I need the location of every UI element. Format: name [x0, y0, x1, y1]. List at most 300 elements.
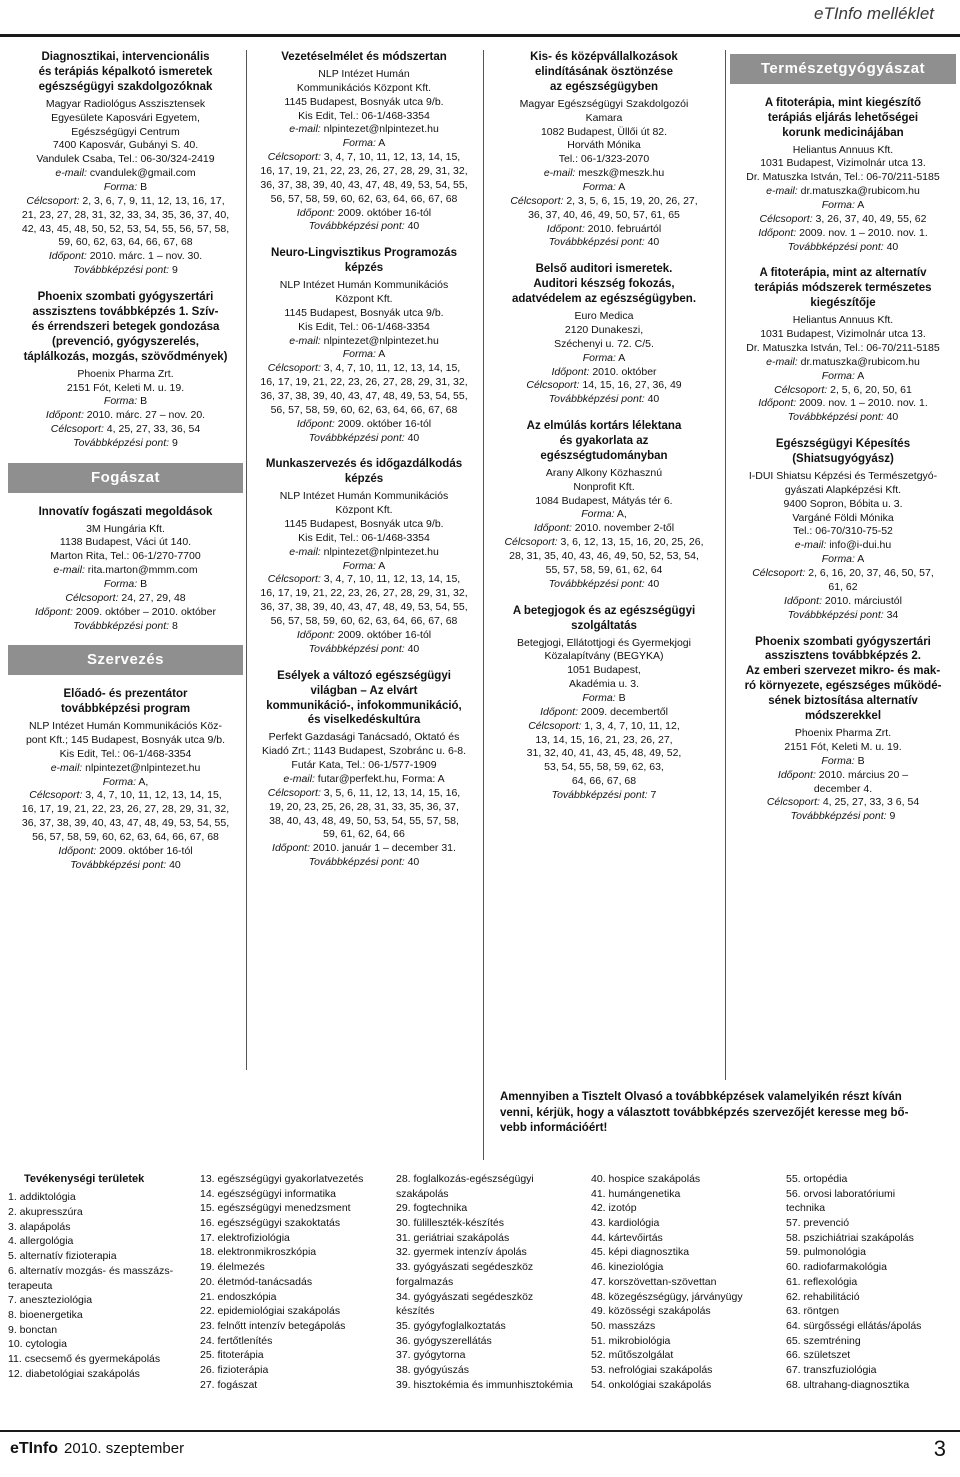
course-detail-line: Időpont: 2010. október [551, 365, 657, 378]
category-item: 10. cytologia [8, 1338, 67, 1351]
course-title-line: Előadó- és prezentátor [63, 688, 188, 701]
category-item: 23. felnőtt intenzív betegápolás [200, 1319, 346, 1332]
categories-column [200, 1172, 392, 1392]
course-title-line: és érrendszeri betegek gondozása [31, 320, 220, 333]
course-detail-line: Kis Edit, Tel.: 06-1/468-3354 [59, 747, 192, 760]
category-item: 24. fertőtlenítés [200, 1334, 273, 1347]
course-title-line: kiegészítője [810, 297, 876, 310]
course-detail-line: 59, 60, 62, 63, 64, 66, 67, 68 [58, 236, 193, 249]
course-detail-line: Forma: A [342, 348, 386, 361]
course-detail-line: 2151 Fót, Keleti M. u. 19. [784, 740, 902, 753]
course-title [250, 457, 478, 487]
course-detail-line: Forma: A [342, 559, 386, 572]
page-number: 3 [933, 1436, 946, 1461]
course-entry [8, 50, 243, 278]
course-detail-line: Időpont: 2009. nov. 1 – 2010. nov. 1. [758, 397, 928, 410]
course-title-line: A fitoterápia, mint az alternatív [759, 267, 927, 280]
course-detail-line: Továbbképzési pont: 34 [787, 608, 899, 621]
course-detail-line: 1145 Budapest, Bosnyák utca 9/b. [284, 95, 444, 108]
course-title [488, 262, 720, 307]
category-item: 64. sürgősségi ellátás/ápolás [786, 1319, 922, 1332]
course-detail-line: Heliantus Annuus Kft. [792, 314, 894, 327]
course-detail-line: 16, 17, 19, 21, 22, 23, 26, 27, 28, 29, 31, 32, [260, 587, 468, 600]
category-item: készítés [396, 1305, 435, 1318]
category-item: 45. képi diagnosztika [591, 1246, 690, 1259]
category-item: 50. masszázs [591, 1319, 656, 1332]
course-title [488, 50, 720, 95]
course-detail-line: 2120 Dunakeszi, [564, 323, 644, 336]
category-item: 21. endoszkópia [200, 1290, 277, 1303]
course-detail-line: Nonprofit Kft. [573, 480, 635, 493]
category-item: 53. nefrológiai szakápolás [591, 1363, 713, 1376]
course-detail-line: Magyar Egészségügyi Szakdolgozói [519, 97, 689, 110]
column-4 [730, 50, 956, 836]
course-title-line: A betegjogok és az egészségügyi [512, 604, 696, 617]
course-title [730, 266, 956, 311]
course-title-line: Esélyek a változó egészségügyi [277, 669, 451, 682]
course-detail-line: 59, 61, 62, 64, 66 [323, 828, 405, 841]
category-item: 31. geriátriai szakápolás [396, 1231, 510, 1244]
course-detail-line: e-mail: cvandulek@gmail.com [55, 167, 196, 180]
course-title-line: képzés [344, 262, 384, 275]
course-entry [250, 457, 478, 656]
course-title-line: és terápiás képalkotó ismeretek [38, 65, 213, 78]
category-item: 63. röntgen [786, 1305, 840, 1318]
course-title [488, 604, 720, 634]
category-item: 11. csecsemő és gyermekápolás [8, 1352, 161, 1365]
course-detail-line: 19, 20, 23, 25, 26, 28, 31, 33, 35, 36, 37, [269, 800, 459, 813]
course-title-line: Innovatív fogászati megoldások [38, 505, 213, 518]
course-detail-line: 42, 43, 45, 48, 50, 52, 53, 54, 55, 56, 57, 58, [21, 222, 230, 235]
course-detail-line: Célcsoport: 3, 6, 12, 13, 15, 16, 20, 25, 26, [504, 536, 704, 549]
course-detail-line: Időpont: 2009. decembertől [540, 705, 668, 718]
course-title-line: Belső auditori ismeretek. [535, 263, 673, 276]
course-detail-line: Phoenix Pharma Zrt. [794, 727, 892, 740]
course-entry [488, 50, 720, 250]
course-detail-line: Időpont: 2010. márciustól [784, 594, 902, 607]
course-detail-line: 31, 32, 40, 41, 43, 45, 48, 49, 52, [526, 747, 682, 760]
course-detail-line: 55, 57, 58, 59, 61, 62, 64 [545, 563, 663, 576]
course-detail-line: e-mail: rita.marton@mmm.com [53, 564, 198, 577]
category-item: 66. születszet [786, 1349, 851, 1362]
course-title [8, 290, 243, 365]
course-detail-line: 36, 37, 38, 39, 40, 43, 47, 48, 49, 53, 54, 55, [260, 390, 468, 402]
course-detail-line: NLP Intézet Humán [318, 67, 410, 80]
course-title-line: világban – Az elvárt [310, 684, 418, 697]
course-detail-line: Vargáné Földi Mónika [792, 511, 894, 524]
category-item: 15. egészségügyi menedzsment [200, 1202, 351, 1215]
course-detail-line: 1145 Budapest, Bosnyák utca 9/b. [284, 306, 444, 319]
category-item: 54. onkológiai szakápolás [591, 1378, 712, 1391]
category-item: 40. hospice szakápolás [591, 1173, 701, 1185]
course-detail-line: Euro Medica [574, 310, 634, 323]
course-detail-line: 1082 Budapest, Üllői út 82. [540, 125, 668, 138]
header-rule [0, 34, 960, 37]
category-item: 2. akupresszúra [8, 1206, 83, 1219]
category-item: 48. közegészségügy, járványügy [591, 1290, 743, 1303]
course-title [730, 96, 956, 141]
course-title-line: egészségügyi szakdolgozóknak [38, 80, 213, 93]
course-detail-line: 56, 57, 58, 59, 60, 62, 63, 64, 66, 67, 68 [270, 192, 458, 205]
course-detail-line: NLP Intézet Humán Kommunikációs [279, 490, 449, 503]
course-title-line: továbbképzési program [60, 703, 191, 716]
course-detail-line: Forma: A, [102, 775, 149, 788]
course-detail-line: Továbbképzési pont: 40 [548, 577, 660, 590]
category-item: 8. bioenergetika [8, 1308, 83, 1321]
course-detail-line: e-mail: dr.matuszka@rubicom.hu [766, 355, 920, 368]
course-title-line: Diagnosztikai, intervencionális [41, 51, 210, 63]
category-item: 58. pszichiátriai szakápolás [786, 1231, 914, 1244]
course-detail-line: NLP Intézet Humán Kommunikációs Köz- [29, 720, 222, 733]
category-item: 6. alternatív mozgás- és masszázs- [8, 1264, 174, 1277]
footer-logo-text: eTInfo [10, 1440, 58, 1457]
course-title-line: Kis- és középvállalkozások [530, 51, 678, 63]
course-detail-line: Marton Rita, Tel.: 06-1/270-7700 [50, 550, 201, 563]
course-detail-line: Továbbképzési pont: 40 [548, 393, 660, 406]
course-detail-line: Célcsoport: 4, 25, 27, 33, 3 6, 54 [766, 796, 920, 809]
category-item: 17. elektrofiziológia [200, 1231, 290, 1244]
course-detail-line: Továbbképzési pont: 40 [308, 642, 420, 655]
course-title-line: (Shiatsugyógyász) [792, 453, 894, 466]
category-item: 46. kineziológia [591, 1261, 664, 1274]
course-detail-line: 1084 Budapest, Mátyás tér 6. [535, 494, 673, 507]
course-detail-line: Továbbképzési pont: 40 [70, 858, 181, 871]
course-title-line: kommunikáció-, infokommunikáció, [266, 699, 462, 712]
category-item: 51. mikrobiológia [591, 1334, 671, 1347]
category-item: 14. egészségügyi informatika [200, 1187, 336, 1200]
course-title-line: Auditori készség fokozás, [533, 278, 675, 291]
category-item: 18. elektronmikroszkópia [200, 1246, 317, 1259]
note-line: vebb információért! [500, 1122, 608, 1135]
category-item: 43. kardiológia [591, 1217, 660, 1230]
category-item: 44. kártevőirtás [591, 1231, 663, 1244]
course-entry [250, 50, 478, 234]
course-detail-line: 9400 Sopron, Bóbita u. 3. [783, 497, 903, 510]
course-detail-line: 61, 62 [828, 580, 858, 593]
course-detail-line: Időpont: 2009. nov. 1 – 2010. nov. 1. [758, 226, 928, 239]
category-item: 16. egészségügyi szakoktatás [200, 1217, 341, 1230]
course-title-line: ró környezete, egészséges működé- [744, 680, 942, 693]
course-detail-line: Továbbképzési pont: 40 [548, 236, 660, 249]
course-detail-line: 53, 54, 55, 58, 59, 62, 63, [544, 761, 664, 774]
category-item: 60. radiofarmakológia [786, 1261, 887, 1274]
course-title [8, 687, 243, 717]
course-detail-line: 13, 14, 15, 16, 21, 23, 26, 27, [535, 733, 673, 746]
categories-section [8, 1172, 953, 1432]
column-3 [488, 50, 720, 815]
note-line: Amennyiben a Tisztelt Olvasó a továbbképzések valamelyikén részt kíván [500, 1091, 902, 1103]
category-item: forgalmazás [396, 1275, 454, 1288]
footer-rule [0, 1430, 960, 1432]
course-detail-line: Kommunikációs Központ Kft. [296, 81, 432, 94]
course-detail-line: Továbbképzési pont: 40 [308, 431, 420, 444]
course-detail-line: Forma: B [103, 180, 148, 193]
category-item: 67. transzfuziológia [786, 1363, 877, 1376]
course-detail-line: Célcsoport: 2, 5, 6, 20, 50, 61 [774, 383, 912, 396]
course-detail-line: Tel.: 06-70/310-75-52 [793, 525, 893, 538]
course-detail-line: Kiadó Zrt.; 1143 Budapest, Szobránc u. 6-8. [261, 745, 467, 758]
course-detail-line: 7400 Kaposvár, Gubányi S. 40. [52, 139, 199, 152]
info-note [500, 1090, 956, 1137]
course-detail-line: 56, 57, 58, 59, 60, 62, 63, 64, 66, 67, 68 [270, 403, 458, 416]
course-detail-line: 56, 57, 58, 59, 60, 62, 63, 64, 66, 67, 68 [270, 615, 458, 628]
category-item: 68. ultrahang-diagnosztika [786, 1378, 910, 1391]
note-line: venni, kérjük, hogy a választott továbbképzés szervezőjét keresse meg bő- [500, 1106, 909, 1119]
category-item: terapeuta [8, 1279, 53, 1292]
course-detail-line: Időpont: 2010. márc. 1 – nov. 30. [48, 250, 203, 263]
categories-column [591, 1172, 786, 1392]
course-detail-line: Időpont: 2010. februártól [546, 222, 662, 235]
course-detail-line: Forma: B [103, 395, 148, 408]
course-entry [730, 96, 956, 255]
category-item: 26. fizioterápia [200, 1363, 269, 1376]
course-title-line: terápiás eljárás lehetőségei [767, 111, 919, 124]
course-detail-line: Továbbképzési pont: 9 [790, 810, 896, 823]
course-title-line: Az elmúlás kortárs lélektana [526, 420, 682, 433]
course-detail-line: 16, 17, 19, 21, 22, 23, 26, 27, 28, 29, 31, 32, [21, 803, 230, 816]
course-title [250, 246, 478, 276]
category-item: 42. izotóp [591, 1202, 637, 1215]
course-detail-line: Célcsoport: 14, 15, 16, 27, 36, 49 [526, 379, 682, 392]
category-item: 5. alternatív fizioterapia [8, 1250, 117, 1263]
category-item: 65. szemtréning [786, 1334, 861, 1347]
course-title-line: az egészségügyben [549, 80, 658, 93]
course-title-line: Egészségügyi Képesítés [775, 438, 911, 451]
course-detail-line: Célcsoport: 24, 27, 29, 48 [65, 591, 186, 604]
course-detail-line: Forma: A [342, 137, 386, 150]
course-detail-line: Továbbképzési pont: 9 [73, 264, 178, 277]
course-detail-line: Időpont: 2010. január 1 – december 31. [272, 842, 456, 855]
course-detail-line: Forma: B [103, 578, 148, 590]
course-detail-line: Célcsoport: 3, 4, 7, 10, 11, 12, 13, 14, 15, [267, 362, 461, 375]
section-bar: Természetgyógyászat [730, 54, 956, 84]
course-title-line: korunk medicinájában [782, 126, 904, 139]
category-item: 13. egészségügyi gyakorlatvezetés [200, 1173, 364, 1185]
course-detail-line: Időpont: 2009. október – 2010. október [35, 605, 216, 618]
course-detail-line: Továbbképzési pont: 40 [308, 856, 420, 869]
course-entry [250, 669, 478, 870]
course-detail-line: I-DUI Shiatsu Képzési és Természetgyó- [748, 470, 938, 483]
course-title-line: Phoenix szombati gyógyszertári [37, 290, 214, 303]
categories-title: Tevékenységi területek [24, 1173, 145, 1185]
category-item: 29. fogtechnika [396, 1202, 468, 1215]
course-detail-line: Időpont: 2010. márc. 27 – nov. 20. [45, 409, 206, 422]
course-detail-line: e-mail: dr.matuszka@rubicom.hu [766, 185, 920, 198]
column-1 [8, 50, 243, 885]
course-detail-line: Dr. Matuszka István, Tel.: 06-70/211-5185 [746, 342, 940, 355]
course-detail-line: 1031 Budapest, Vizimolnár utca 13. [760, 157, 926, 170]
category-item: 38. gyógyúszás [396, 1363, 469, 1376]
category-item: 33. gyógyászati segédeszköz [396, 1261, 534, 1274]
course-detail-line: Célcsoport: 1, 3, 4, 7, 10, 11, 12, [528, 719, 680, 732]
course-detail-line: Időpont: 2010. március 20 – [777, 768, 909, 781]
course-title-line: adatvédelem az egészségügyben. [511, 293, 697, 306]
course-detail-line: Kis Edit, Tel.: 06-1/468-3354 [298, 320, 430, 333]
course-detail-line: Akadémia u. 3. [568, 678, 640, 691]
course-title-line: asszisztens továbbképzés 1. Szív- [32, 305, 219, 318]
course-detail-line: Forma: A, [581, 508, 627, 521]
category-item: 1. addiktológia [8, 1191, 76, 1204]
course-detail-line: 36, 37, 38, 39, 40, 43, 47, 48, 49, 53, 54, 55, [260, 601, 468, 614]
course-entry [8, 687, 243, 872]
course-detail-line: Célcsoport: 2, 3, 6, 7, 9, 11, 12, 13, 16, 17, [26, 194, 225, 207]
course-detail-line: Széchenyi u. 72. C/5. [554, 337, 654, 350]
course-detail-line: Vandulek Csaba, Tel.: 06-30/324-2419 [36, 153, 215, 166]
course-title-line: táplálkozás, mozgás, szövődmények) [23, 350, 228, 363]
course-title-line: (prevenció, gyógyszerelés, [51, 335, 199, 348]
course-detail-line: Továbbképzési pont: 7 [551, 788, 657, 801]
course-title [488, 419, 720, 464]
category-item: 28. foglalkozás-egészségügyi [396, 1173, 534, 1185]
column-separator [483, 50, 484, 1160]
course-detail-line: 2151 Fót, Keleti M. u. 19. [66, 381, 185, 394]
course-title-line: Phoenix szombati gyógyszertári [755, 635, 931, 648]
category-item: 61. reflexológia [786, 1275, 858, 1288]
course-entry [488, 262, 720, 407]
category-item: technika [786, 1202, 826, 1215]
course-detail-line: e-mail: meszk@meszk.hu [543, 167, 665, 180]
course-detail-line: pont Kft.; 145 Budapest, Bosnyák utca 9/b. [25, 733, 226, 746]
course-detail-line: Időpont: 2009. október 16-tól [296, 417, 432, 430]
course-detail-line: 28, 31, 35, 40, 43, 46, 49, 50, 52, 53, 54, [509, 550, 699, 563]
course-detail-line: 64, 66, 67, 68 [571, 775, 637, 788]
course-detail-line: december 4. [813, 782, 873, 795]
category-item: 35. gyógyfoglalkoztatás [396, 1319, 506, 1332]
category-item: 52. műtőszolgálat [591, 1349, 674, 1362]
course-title-line: Vezetéselmélet és módszertan [281, 51, 447, 63]
course-entry [488, 419, 720, 592]
course-detail-line: Perfekt Gazdasági Tanácsadó, Oktató és [268, 731, 460, 744]
category-item: 49. közösségi szakápolás [591, 1305, 711, 1318]
category-item: 22. epidemiológiai szakápolás [200, 1305, 341, 1318]
course-detail-line: e-mail: nlpintezet@nlpintezet.hu [289, 545, 439, 558]
course-entry [730, 437, 956, 622]
column-separator [725, 50, 726, 1080]
course-entry [730, 635, 956, 825]
course-detail-line: Továbbképzési pont: 8 [73, 619, 178, 632]
course-detail-line: 3M Hungária Kft. [86, 522, 165, 535]
course-detail-line: Továbbképzési pont: 9 [73, 436, 178, 449]
category-item: 25. fitoterápia [200, 1349, 264, 1362]
course-detail-line: 36, 37, 40, 46, 49, 50, 57, 61, 65 [528, 208, 680, 221]
category-item: 30. fülilleszték-készítés [396, 1217, 504, 1230]
course-detail-line: Célcsoport: 3, 4, 7, 10, 11, 12, 13, 14, 15, [29, 789, 222, 802]
course-detail-line: gyászati Alapképzési Kft. [784, 483, 902, 496]
categories-column [8, 1172, 198, 1381]
course-detail-line: 38, 40, 43, 48, 49, 50, 53, 54, 55, 57, 58, [269, 814, 459, 827]
course-detail-line: Közalapítvány (BEGYKA) [544, 650, 664, 663]
course-detail-line: Célcsoport: 3, 4, 7, 10, 11, 12, 13, 14, 15, [267, 151, 461, 164]
category-item: 32. gyermek intenzív ápolás [396, 1246, 527, 1259]
category-item: 47. korszövettan-szövettan [591, 1275, 717, 1288]
categories-column [786, 1172, 953, 1392]
course-detail-line: Továbbképzési pont: 40 [308, 220, 420, 233]
course-detail-line: e-mail: nlpintezet@nlpintezet.hu [50, 761, 201, 774]
course-detail-line: Forma: A [582, 180, 626, 193]
course-detail-line: 1145 Budapest, Bosnyák utca 9/b. [284, 518, 444, 531]
category-item: 57. prevenció [786, 1217, 850, 1230]
course-detail-line: Időpont: 2009. október 16-tól [296, 628, 432, 641]
header-title: eTInfo melléklet [814, 4, 934, 23]
course-detail-line: Célcsoport: 3, 26, 37, 40, 49, 55, 62 [759, 212, 927, 225]
course-title-line: asszisztens továbbképzés 2. [765, 650, 921, 663]
course-detail-line: Időpont: 2009. október 16-tól [296, 206, 432, 219]
course-detail-line: Horváth Mónika [567, 139, 641, 152]
category-item: 59. pulmonológia [786, 1246, 866, 1259]
category-item: 7. aneszteziológia [8, 1294, 93, 1307]
course-title-line: Az emberi szervezet mikro- és mak- [745, 665, 941, 678]
course-detail-line: e-mail: nlpintezet@nlpintezet.hu [289, 334, 439, 347]
course-detail-line: Célcsoport: 2, 3, 5, 6, 15, 19, 20, 26, 27, [510, 194, 698, 207]
category-item: 37. gyógytorna [396, 1349, 466, 1362]
course-detail-line: 36, 37, 38, 39, 40, 43, 47, 48, 49, 53, 54, 55, [260, 178, 468, 191]
course-detail-line: e-mail: info@i-dui.hu [794, 539, 892, 552]
course-title [8, 505, 243, 520]
course-title-line: egészségtudományban [540, 449, 668, 462]
course-detail-line: Célcsoport: 3, 5, 6, 11, 12, 13, 14, 15, 16, [267, 786, 461, 799]
course-entry [250, 246, 478, 445]
course-entry [488, 604, 720, 803]
course-detail-line: 36, 37, 38, 39, 40, 43, 47, 48, 49, 53, 54, 55, [21, 817, 230, 830]
category-item: 41. humángenetika [591, 1187, 681, 1200]
course-detail-line: Forma: A [582, 351, 626, 364]
course-detail-line: Kis Edit, Tel.: 06-1/468-3354 [298, 531, 430, 544]
course-detail-line: 21, 23, 27, 28, 31, 32, 33, 34, 35, 36, 37, 40, [21, 208, 230, 221]
course-title-line: terápiás módszerek természetes [754, 282, 932, 295]
course-detail-line: Forma: B [821, 754, 865, 767]
course-detail-line: Betegjogi, Ellátottjogi és Gyermekjogi [517, 636, 691, 649]
course-detail-line: Futár Kata, Tel.: 06-1/577-1909 [291, 759, 437, 772]
course-detail-line: Forma: A [821, 199, 865, 212]
course-title-line: és gyakorlata az [559, 435, 649, 448]
course-title-line: módszerekkel [804, 710, 882, 723]
course-detail-line: Továbbképzési pont: 40 [787, 411, 899, 424]
category-item: szakápolás [396, 1187, 449, 1200]
course-detail-line: Kamara [585, 111, 623, 124]
category-item: 27. fogászat [200, 1378, 258, 1391]
course-entry [8, 290, 243, 451]
course-title-line: szolgáltatás [571, 619, 637, 632]
column-2 [250, 50, 478, 882]
course-detail-line: Egyesülete Kaposvári Egyetem, [51, 111, 200, 124]
course-detail-line: Dr. Matuszka István, Tel.: 06-70/211-5185 [746, 171, 940, 184]
course-detail-line: 16, 17, 19, 21, 22, 23, 26, 27, 28, 29, 31, 32, [260, 376, 468, 389]
course-detail-line: Tel.: 06-1/323-2070 [558, 153, 650, 166]
section-bar: Fogászat [8, 463, 243, 493]
section-bar: Szervezés [8, 645, 243, 675]
course-title-line: sének biztosítása alternatív [768, 695, 918, 708]
course-title-line: elindításának ösztönzése [534, 65, 674, 78]
column-separator [246, 50, 247, 1070]
course-title [730, 635, 956, 725]
course-detail-line: 1031 Budapest, Vizimolnár utca 13. [760, 328, 926, 341]
course-detail-line: e-mail: futar@perfekt.hu, Forma: A [283, 772, 445, 785]
course-entry [730, 266, 956, 425]
category-item: 34. gyógyászati segédeszköz [396, 1290, 534, 1303]
category-item: 9. bonctan [8, 1323, 58, 1336]
course-detail-line: Forma: A [821, 369, 865, 382]
category-item: 19. élelmezés [200, 1261, 265, 1274]
course-detail-line: Heliantus Annuus Kft. [792, 143, 894, 156]
course-detail-line: 1138 Budapest, Váci út 140. [59, 536, 192, 549]
course-detail-line: Egészségügyi Centrum [71, 125, 180, 138]
category-item: 3. alapápolás [8, 1220, 71, 1233]
course-detail-line: Magyar Radiológus Asszisztensek [45, 97, 206, 110]
course-detail-line: Időpont: 2010. november 2-től [533, 522, 675, 535]
course-detail-line: NLP Intézet Humán Kommunikációs [279, 279, 449, 292]
course-title-line: és viselkedéskultúra [307, 714, 421, 727]
course-detail-line: Célcsoport: 3, 4, 7, 10, 11, 12, 13, 14, 15, [267, 573, 461, 586]
